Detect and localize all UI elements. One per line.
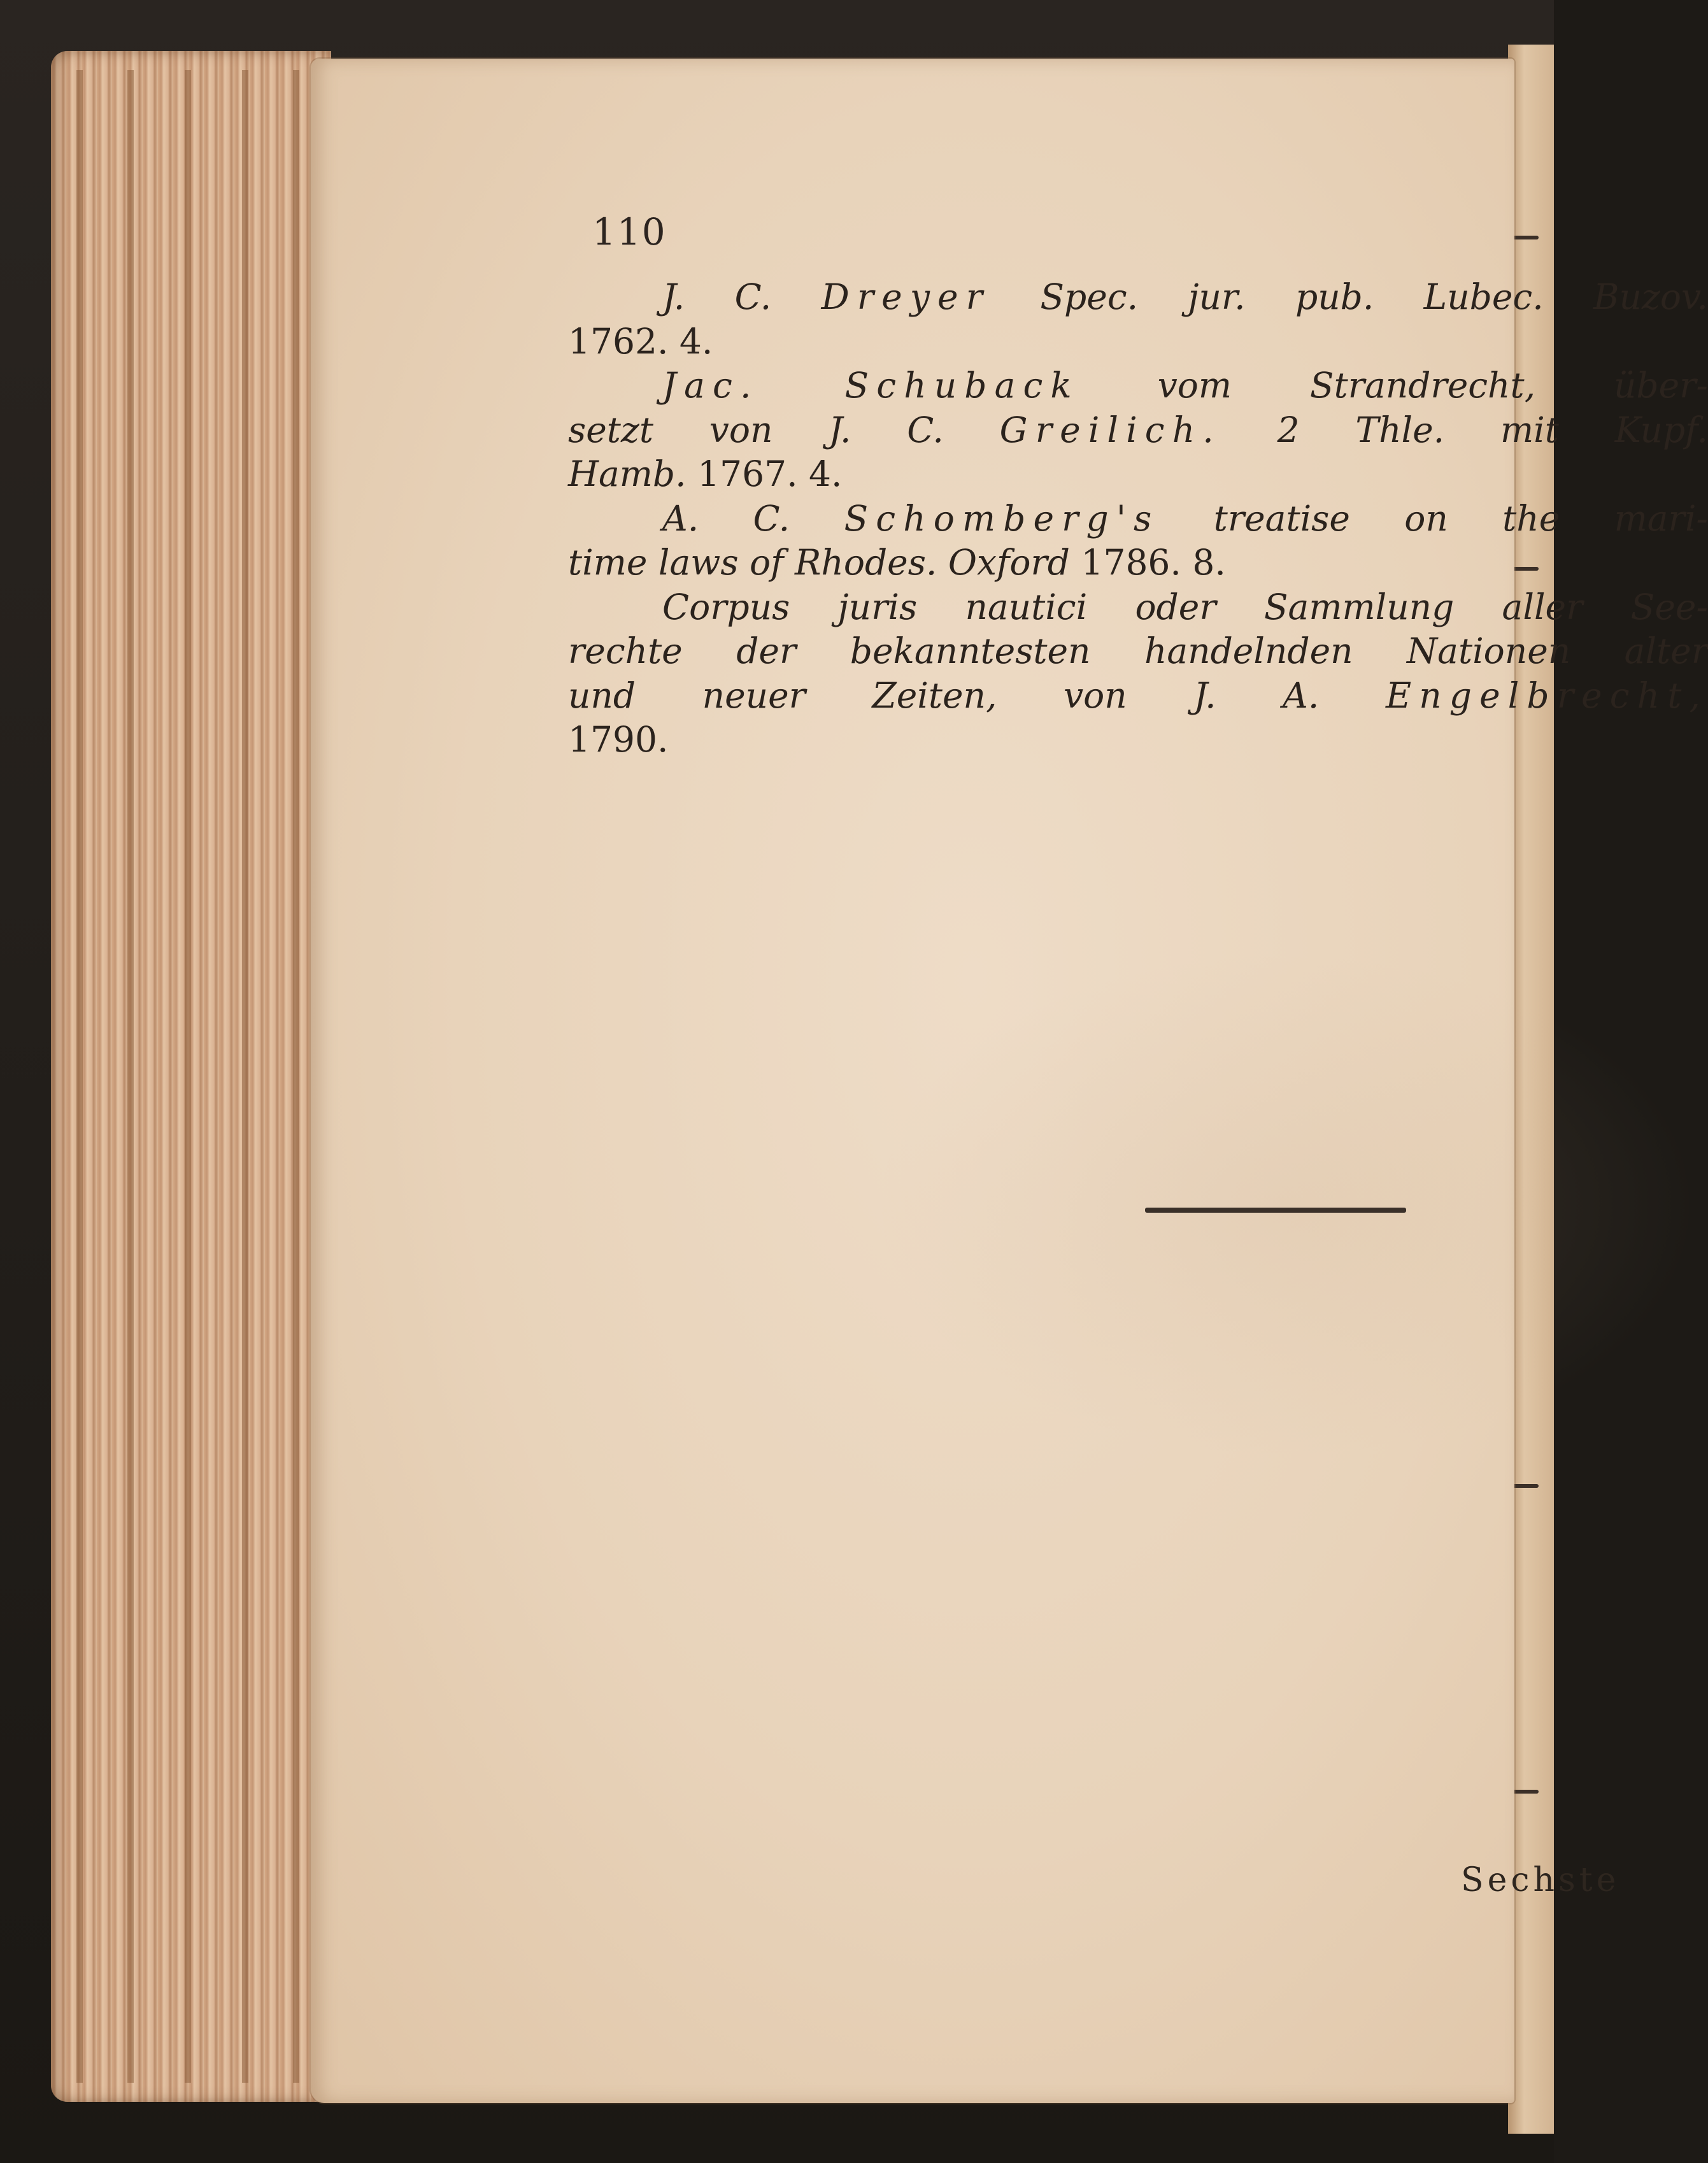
page-edge-fold [293,70,299,2083]
entry-text: Spec. jur. pub. Lubec. Buzov. [990,276,1708,317]
entry-text: time laws of Rhodes. Oxford [568,542,1081,583]
bibliography-entry [568,364,1708,497]
entry-line [568,629,1708,674]
spaced-name: Greilich. [999,409,1221,450]
entry-text: 1762. 4. [568,320,713,362]
page-edge-fold [127,70,134,2083]
show-through-shadow [871,950,1699,1460]
entry-line [568,408,1708,453]
entry-line [568,674,1708,718]
entry-line [568,497,1708,541]
section-rule [1145,1208,1406,1213]
bibliography-entry [568,275,1708,364]
bibliography-entries [568,275,1708,762]
entry-line [568,718,1708,762]
spaced-name: Schomberg's [844,497,1160,539]
page-number: 110 [592,210,667,253]
entry-text: setzt von J. C. [568,409,1000,450]
entry-line [568,320,1708,364]
entry-line [568,364,1708,408]
book-page [311,59,1708,2103]
entry-text: Hamb. [568,453,698,494]
entry-text: 1786. 8. [1081,542,1226,583]
entry-line [568,585,1708,630]
entry-line [568,452,1708,497]
entry-line [568,541,1708,585]
entry-text: vom Strandrecht, über- [1079,365,1708,406]
spaced-name: Jac. [662,365,845,406]
page-edge-fold [76,70,83,2083]
entry-text: treatise on the mari- [1159,497,1708,539]
entry-text: J. C. [662,276,822,317]
spaced-name: Schuback [844,365,1079,406]
page-edge-fold [242,70,248,2083]
bibliography-entry [568,497,1708,585]
spaced-name: Dreyer [821,276,991,317]
bibliography-entry [568,585,1708,762]
entry-text: rechte der bekanntesten handelnden Nationen alter [568,631,1708,671]
entry-line [568,275,1708,320]
entry-text: 1767. 4. [697,453,843,494]
catchword: Sechste [1461,1861,1620,1899]
entry-text: 1790. [568,719,669,760]
page-edge-fold [185,70,191,2083]
entry-text: Corpus juris nautici oder Sammlung aller See- [662,586,1708,627]
page-stack-edges [51,51,331,2102]
spaced-name: Engelbrecht, [1386,675,1708,716]
entry-text: 2 Thle. mit Kupf. [1221,409,1708,450]
entry-text: A. C. [662,497,844,539]
entry-text: und neuer Zeiten, von J. A. [568,675,1386,716]
